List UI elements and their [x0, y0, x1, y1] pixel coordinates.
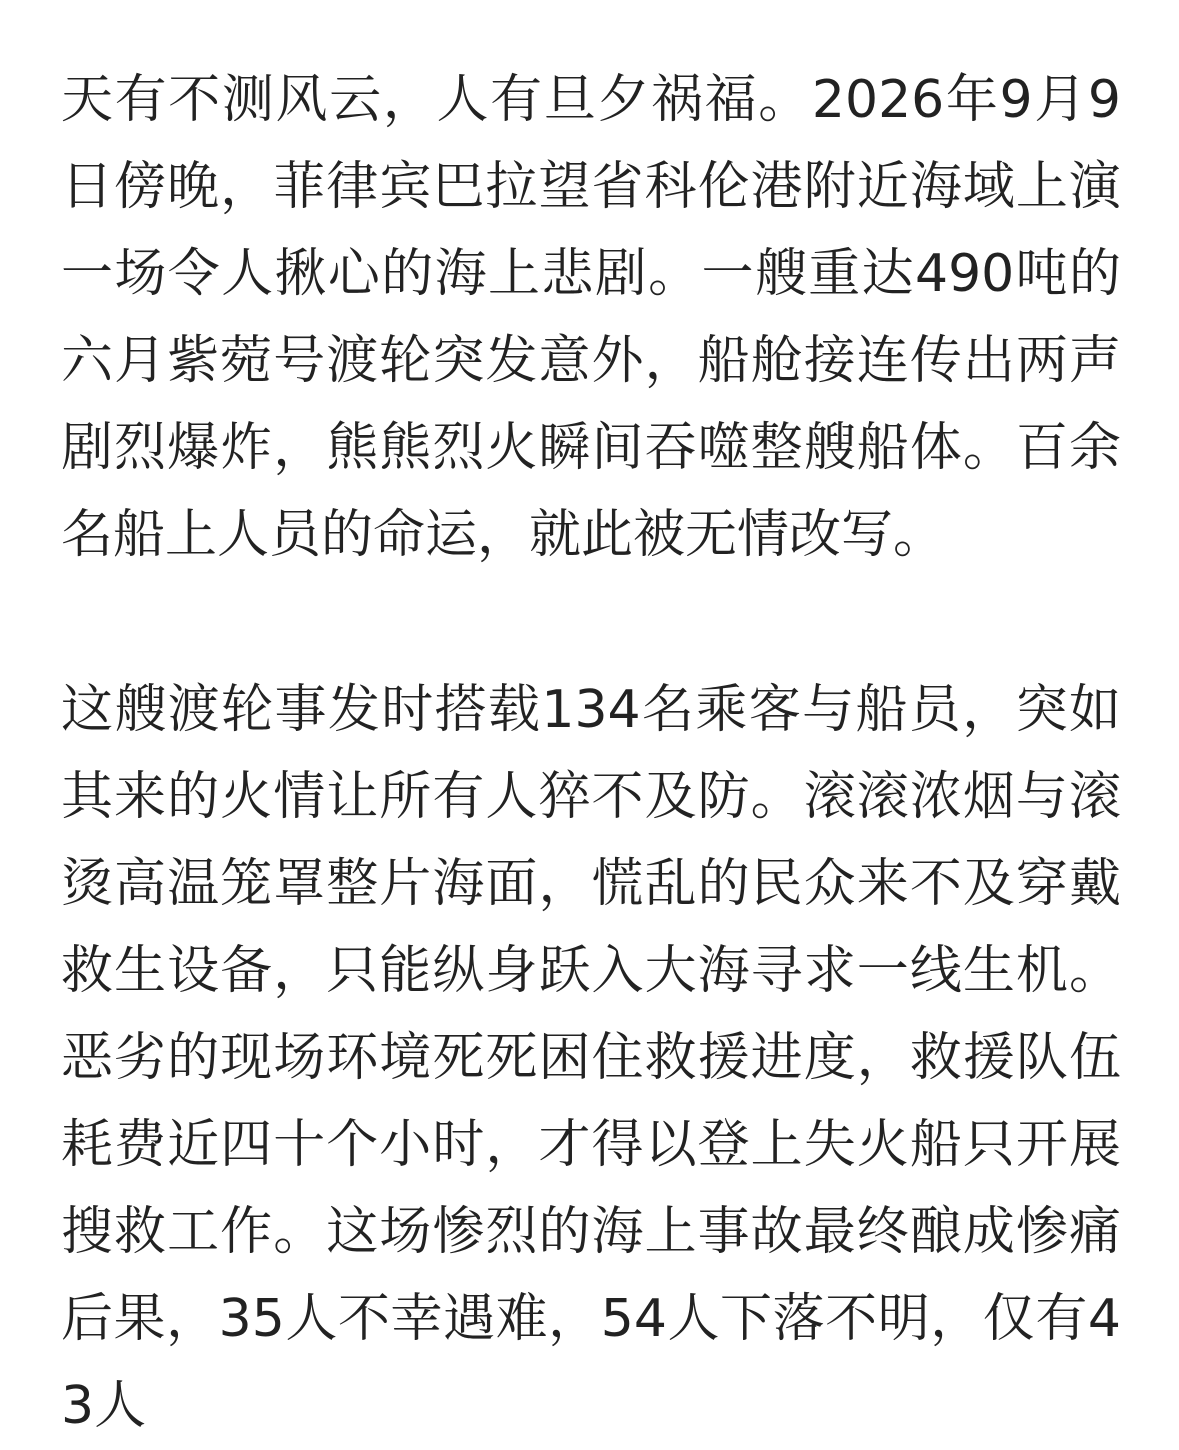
- paragraph-1: 天有不测风云，人有旦夕祸福。2026年9月9日傍晚，菲律宾巴拉望省科伦港附近海域上演一场令人揪心的海上悲剧。一艘重达490吨的六月紫菀号渡轮突发意外，船舱接连传出两声剧烈爆炸，熊熊烈火瞬间吞噬整艘船体。百余名船上人员的命运，就此被无情改写。: [61, 70, 1121, 565]
- paragraph-2: 这艘渡轮事发时搭载134名乘客与船员，突如其来的火情让所有人猝不及防。滚滚浓烟与滚烫高温笼罩整片海面，慌乱的民众来不及穿戴救生设备，只能纵身跃入大海寻求一线生机。恶劣的现场环境死死困住救援进度，救援队伍耗费近四十个小时，才得以登上失火船只开展搜救工作。这场惨烈的海上事故最终酿成惨痛后果，35人不幸遇难，54人下落不明，仅有43人: [61, 680, 1121, 1436]
- article-body: [61, 57, 1121, 1450]
